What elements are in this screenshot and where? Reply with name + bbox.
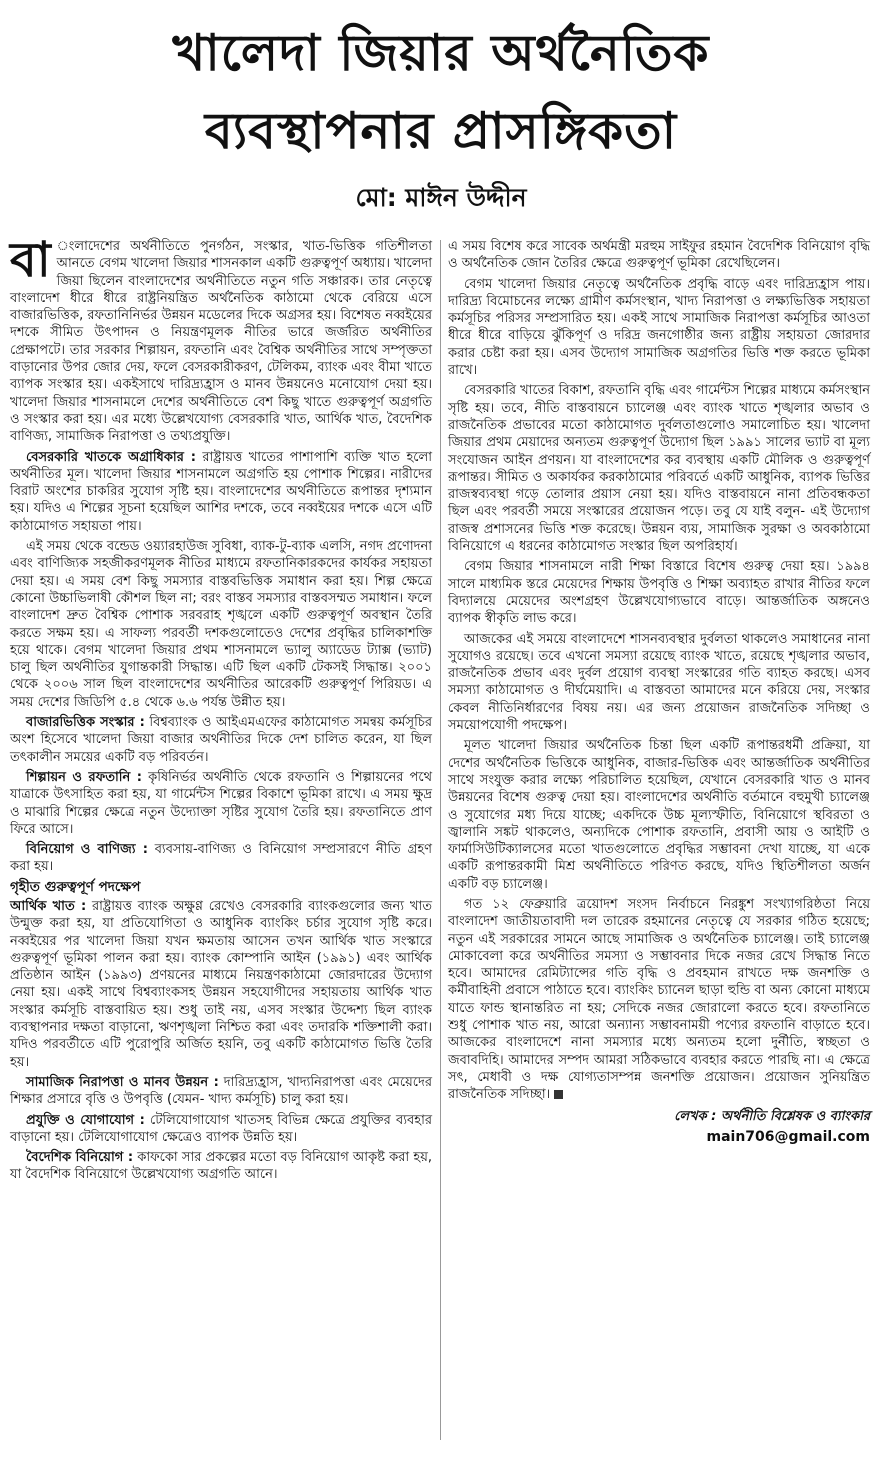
paragraph: বৈদেশিক বিনিয়োগ : কাফকো সার প্রকল্পের মতো বড় বিনিয়োগ আকৃষ্ট করা হয়, যা বৈদেশিক বিনিয়োগে উল্লেখযোগ্য অগ্রগতি আনে। [10,1150,432,1183]
author-email: main706@gmail.com [706,1128,870,1145]
paragraph: এ সময় বিশেষ করে সাবেক অর্থমন্ত্রী মরহুম সাইফুর রহমান বৈদেশিক বিনিয়োগ বৃদ্ধি ও অর্থনৈতিক জোন তৈরির ক্ষেত্রে গুরুত্বপূর্ণ ভূমিকা রেখেছিলেন। [448,239,870,272]
paragraph: আজকের এই সময়ে বাংলাদেশে শাসনব্যবস্থার দুর্বলতা থাকলেও সমাধানের নানা সুযোগও রয়েছে। তবে এখনো সমস্যা রয়েছে ব্যাংক খাতে, রয়েছে শৃঙ্খলার অভাব, রাজনৈতিক প্রভাব এবং দুর্বল প্রয়োগ ব্যবস্থা সংস্কারের গতি ব্যাহত করছে। এসব সমস্যা কাঠামোগত ও দীর্ঘমেয়াদি। এ বাস্তবতা আমাদের মনে করিয়ে দেয়, সংস্কার কেবল নীতিনির্ধারণের বিষয় নয়। এর জন্য প্রয়োজন রাজনৈতিক সদিচ্ছা ও সময়োপযোগী পদক্ষেপ। [448,631,870,734]
paragraph: শিল্পায়ন ও রফতানি : কৃষিনির্ভর অর্থনীতি থেকে রফতানি ও শিল্পায়নের পথে যাত্রাকে উৎসাহিত করা হয়, যা গার্মেন্টস শিল্পের বিকাশে ভূমিকা রাখে। এ সময় ক্ষুদ্র ও মাঝারি শিল্পের ক্ষেত্রে নতুন উদ্যোক্তা সৃষ্টির সুযোগ তৈরি হয়। রফতানিতে প্রাণ ফিরে আসে। [10,769,432,837]
paragraph: বাজারভিত্তিক সংস্কার : বিশ্বব্যাংক ও আইএমএফের কাঠামোগত সমন্বয় কর্মসূচির অংশ হিসেবে খালেদা জিয়া বাজার অর্থনীতির দিকে দেশ চালিত করেন, যা ছিল তৎকালীন সময়ের একটি বড় পরিবর্তন। [10,715,432,765]
headline-line-1: খালেদা জিয়ার অর্থনৈতিক [172,24,710,82]
headline-line-2: ব্যবস্থাপনার প্রাসঙ্গিকতা [204,102,678,160]
author-credit: লেখক : অর্থনীতি বিশ্লেষক ও ব্যাংকার [674,1108,870,1124]
subheading: বিনিয়োগ ও বাণিজ্য : [26,842,148,858]
subheading: প্রযুক্তি ও যোগাযোগ : [26,1112,145,1128]
paragraph: বেসরকারি খাতকে অগ্রাধিকার : রাষ্ট্রায়ত্ত খাতের পাশাপাশি ব্যক্তি খাত হলো অর্থনীতির মূল। খালেদা জিয়ার শাসনামলে অগ্রগতি হয় পোশাক শিল্পের। নারীদের বিরাট অংশের চাকরির সুযোগ সৃষ্টি হয়। বাংলাদেশের অর্থনীতিতে রূপান্তর দৃশ্যমান হয়। যদিও এ শিল্পের সূচনা হয়েছিল আশির দশকে, তবে নব্বইয়ের দশকে এসে এটি কাঠামোগত সহায়তা পায়। [10,449,432,534]
headline [0,14,882,170]
paragraph: সামাজিক নিরাপত্তা ও মানব উন্নয়ন : দারিদ্র্যহ্রাস, খাদ্যনিরাপত্তা এবং মেয়েদের শিক্ষার প্রসারে বৃত্তি ও উপবৃত্তি (যেমন- খাদ্য কর্মসূচি) চালু করা হয়। [10,1074,432,1108]
article-column-right [448,238,870,1438]
byline: মো: মাঈন উদ্দীন [355,183,527,212]
paragraph: বেসরকারি খাতের বিকাশ, রফতানি বৃদ্ধি এবং গার্মেন্টস শিল্পের মাধ্যমে কর্মসংস্থান সৃষ্টি হয়। তবে, নীতি বাস্তবায়নে চ্যালেঞ্জ এবং ব্যাংক খাতে শৃঙ্খলার অভাব ও রাজনৈতিক প্রভাবের মতো কাঠামোগত দুর্বলতাগুলোও সমালোচিত হয়। খালেদা জিয়ার প্রথম মেয়াদের অন্যতম গুরুত্বপূর্ণ উদ্যোগ ছিল ১৯৯১ সালের ভ্যাট বা মূল্য সংযোজন আইন প্রণয়ন। যা বাংলাদেশের কর ব্যবস্থায় একটি মৌলিক ও গুরুত্বপূর্ণ রূপান্তর। সীমিত ও অকার্যকর করকাঠামোর পরিবর্তে একটি আধুনিক, ব্যাপক ভিত্তির রাজস্বব্যবস্থা গড়ে তোলার প্রয়াস নেয়া হয়। যদিও বাস্তবায়নে নানা প্রতিবন্ধকতা ছিল এবং পরবর্তী সময়ে সংস্কারের প্রয়োজন পড়ে। তবু যে যাই বলুন- এই উদ্যোগ রাজস্ব প্রশাসনের ভিত্তি শক্ত করেছে। উন্নয়ন ব্যয়, সামাজিক সুরক্ষা ও অবকাঠামো বিনিয়োগে এ ধরনের কাঠামোগত সংস্কার ছিল অপরিহার্য। [448,383,870,555]
subheading: বাজারভিত্তিক সংস্কার : [26,715,145,731]
paragraph: মূলত খালেদা জিয়ার অর্থনৈতিক চিন্তা ছিল একটি রূপান্তরধর্মী প্রক্রিয়া, যা দেশের অর্থনৈতিক ভিত্তিকে আধুনিক, বাজার-ভিত্তিক এবং আন্তর্জাতিক অর্থনীতির সাথে সংযুক্ত করার লক্ষ্যে পরিচালিত হয়েছিল, যেখানে বেসরকারি খাত ও মানব উন্নয়নের বিশেষ গুরুত্ব দেয়া হয়। বাংলাদেশের অর্থনীতি বর্তমানে বহুমুখী চ্যালেঞ্জ ও সুযোগের মধ্য দিয়ে যাচ্ছে; একদিকে উচ্চ মূল্যস্ফীতি, বিনিয়োগে স্থবিরতা ও জ্বালানি সঙ্কট থাকলেও, অন্যদিকে পোশাক রফতানি, প্রবাসী আয় ও আইটি ও ফার্মাসিউটিক্যালসের মতো খাতগুলোতে প্রবৃদ্ধির সম্ভাবনা দেখা যাচ্ছে, যা একে একটি রূপান্তরকামী মিশ্র অর্থনীতিতে পরিণত করছে, যদিও স্থিতিশীলতা অর্জন একটি বড় চ্যালেঞ্জ। [448,738,870,892]
paragraph: প্রযুক্তি ও যোগাযোগ : টেলিযোগাযোগ খাতসহ বিভিন্ন ক্ষেত্রে প্রযুক্তির ব্যবহার বাড়ানো হয়। টেলিযোগাযোগ ক্ষেত্রেও ব্যাপক উন্নতি হয়। [10,1112,432,1145]
paragraph: বা ংলাদেশের অর্থনীতিতে পুনর্গঠন, সংস্কার, খাত-ভিত্তিক গতিশীলতা আনতে বেগম খালেদা জিয়ার শাসনকাল একটি গুরুত্বপূর্ণ অধ্যায়। খালেদা জিয়া ছিলেন বাংলাদেশের অর্থনীতিতে নতুন গতি সঞ্চারক। তার নেতৃত্বে বাংলাদেশ ধীরে ধীরে রাষ্ট্রনিয়ন্ত্রিত অর্থনৈতিক কাঠামো থেকে বেরিয়ে এসে বাজারভিত্তিক, রফতানিনির্ভর উন্নয়ন মডেলের দিকে অগ্রসর হয়। বিশেষত নব্বইয়ের দশকে সীমিত উৎপাদন ও নিয়ন্ত্রণমূলক নীতির ভারে জর্জরিত অর্থনীতির প্রেক্ষাপটে। তার সরকার শিল্পায়ন, রফতানি এবং বৈশ্বিক অর্থনীতির সাথে সম্পৃক্ততা বাড়ানোর উপর জোর দেয়, ফলে বেসরকারীকরণ, টেলিকম, ব্যাংক এবং বীমা খাতে ব্যাপক সংস্কার হয়। একইসাথে দারিদ্র্যহ্রাস ও মানব উন্নয়নেও মনোযোগ দেয়া হয়। খালেদা জিয়ার শাসনামলে দেশের অর্থনীতিতে বেশ কিছু খাতে গুরুত্বপূর্ণ অগ্রগতি ও সংস্কার করা হয়। এর মধ্যে উল্লেখযোগ্য বেসরকারি খাত, আর্থিক খাত, বৈদেশিক বাণিজ্য, সামাজিক নিরাপত্তা ও তথ্যপ্রযুক্তি। [10,232,432,445]
subheading: আর্থিক খাত : [10,898,87,914]
paragraph: বেগম খালেদা জিয়ার নেতৃত্বে অর্থনৈতিক প্রবৃদ্ধি বাড়ে এবং দারিদ্র্যহ্রাস পায়। দারিদ্র্য বিমোচনের লক্ষ্যে গ্রামীণ কর্মসংস্থান, খাদ্য নিরাপত্তা ও লক্ষ্যভিত্তিক সহায়তা কর্মসূচির পরিসর সম্প্রসারিত হয়। একই সাথে সামাজিক নিরাপত্তা কর্মসূচির আওতা ধীরে ধীরে বাড়িয়ে ঝুঁকিপূর্ণ ও দরিদ্র জনগোষ্ঠীর জন্য রাষ্ট্রীয় সহায়তা জোরদার করার চেষ্টা করা হয়। এসব উদ্যোগ সামাজিক অগ্রগতির ভিত্তি শক্ত করতে ভূমিকা রাখে। [448,276,870,379]
subheading: সামাজিক নিরাপত্তা ও মানব উন্নয়ন : [26,1074,219,1090]
article-column-left [10,232,433,1438]
paragraph: গত ১২ ফেব্রুয়ারি ত্রয়োদশ সংসদ নির্বাচনে নিরঙ্কুশ সংখ্যাগরিষ্ঠতা নিয়ে বাংলাদেশ জাতীয়তাবাদী দল তারেক রহমানের নেতৃত্বে যে সরকার গঠিত হয়েছে; নতুন এই সরকারের সামনে আছে সামাজিক ও অর্থনৈতিক চ্যালেঞ্জ। তাই চ্যালেঞ্জ মোকাবেলা করে অর্থনীতির সমস্যা ও সম্ভাবনার দিকে নজর রেখে সিদ্ধান্ত নিতে হবে। আমাদের রেমিট্যান্সের গতি বৃদ্ধি ও প্রবহমান রাখতে দক্ষ জনশক্তি ও কর্মীবাহিনী প্রবাসে পাঠাতে হবে। ব্যাংকিং চ্যানেল ছাড়া হুন্ডি বা অন্য কোনো মাধ্যমে যাতে ফান্ড স্থানান্তরিত না হয়; সেদিকে নজর জোরালো করতে হবে। রফতানিতে শুধু পোশাক খাত নয়, আরো অন্যান্য সম্ভাবনাময়ী পণ্যের রফতানি বাড়াতে হবে। আজকের বাংলাদেশে নানা সমস্যার মধ্যে অন্যতম হলো দুর্নীতি, স্বচ্ছতা ও জবাবদিহি। আমাদের সম্পদ আমরা সঠিকভাবে ব্যবহার করতে পারছি না। এ ক্ষেত্রে সৎ, মেধাবী ও দক্ষ যোগ্যতাসম্পন্ন জনশক্তি প্রয়োজন। প্রয়োজন সুনিয়ন্ত্রিত রাজনৈতিক সদিচ্ছা। [448,896,870,1103]
paragraph: আর্থিক খাত : রাষ্ট্রায়ত্ত ব্যাংক অক্ষুণ্ণ রেখেও বেসরকারি ব্যাংকগুলোর জন্য খাত উন্মুক্ত করা হয়, যা প্রতিযোগিতা ও আধুনিক ব্যাংকিং চর্চার সুযোগ সৃষ্টি করে। নব্বইয়ের পর খালেদা জিয়া যখন ক্ষমতায় আসেন তখন আর্থিক খাত সংস্কারে গুরুত্বপূর্ণ ভূমিকা পালন করা হয়। ব্যাংক কোম্পানি আইন (১৯৯১) এবং আর্থিক প্রতিষ্ঠান আইন (১৯৯৩) প্রণয়নের মাধ্যমে নিয়ন্ত্রণকাঠামো জোরদারের উদ্যোগ নেয়া হয়। একই সাথে বিশ্বব্যাংকসহ উন্নয়ন সহযোগীদের সহায়তায় আর্থিক খাত সংস্কার কর্মসূচি বাস্তবায়িত হয়। শুধু তাই নয়, এসব সংস্কার উদ্দেশ্য ছিল ব্যাংক ব্যবস্থাপনার দক্ষতা বাড়ানো, ঋণশৃঙ্খলা নিশ্চিত করা এবং তদারকি শক্তিশালী করা। যদিও পরবর্তীতে এটি পুরোপুরি অর্জিত হয়নি, তবু একটি কাঠামোগত ভিত্তি তৈরি হয়। [10,898,432,1070]
subheading: শিল্পায়ন ও রফতানি : [26,769,142,785]
subheading: বেসরকারি খাতকে অগ্রাধিকার : [26,449,196,465]
column-divider [440,240,441,1440]
drop-cap: বা [10,232,51,288]
paragraph: এই সময় থেকে বন্ডেড ওয়্যারহাউজ সুবিধা, ব্যাক-টু-ব্যাক এলসি, নগদ প্রণোদনা এবং বাণিজ্যিক সহজীকরণমূলক নীতির মাধ্যমে রফতানিকারকদের কার্যকর সহায়তা দেয়া হয়। এ সময় বেশ কিছু সমস্যার বাস্তবভিত্তিক সমাধান করা হয়। শিল্প ক্ষেত্রে কোনো উচ্চাভিলাষী কৌশল ছিল না; বরং বাস্তব সমস্যার বাস্তবসম্মত সমাধান। ফলে বাংলাদেশ দ্রুত বৈশ্বিক পোশাক সরবরাহ শৃঙ্খলে একটি গুরুত্বপূর্ণ অবস্থান তৈরি করতে সক্ষম হয়। এ সাফল্য পরবর্তী দশকগুলোতেও দেশের প্রবৃদ্ধির চালিকাশক্তি হয়ে থাকে। বেগম খালেদা জিয়ার প্রথম শাসনামলে ভ্যালু অ্যাডেড ট্যাক্স (ভ্যাট) চালু ছিল অর্থনীতির যুগান্তকারী সিদ্ধান্ত। এটি ছিল একটি টেকসই সিদ্ধান্ত। ২০০১ থেকে ২০০৬ সাল ছিল বাংলাদেশের অর্থনীতির আরেকটি গুরুত্বপূর্ণ পিরিয়ড। এ সময় দেশের জিডিপি ৫.৪ থেকে ৬.৬ পর্যন্ত উন্নীত হয়। [10,539,432,710]
subheading: বৈদেশিক বিনিয়োগ : [26,1150,134,1166]
section-heading: গৃহীত গুরুত্বপূর্ণ পদক্ষেপ [10,878,141,895]
end-mark-icon [554,1090,563,1099]
paragraph: বেগম জিয়ার শাসনামলে নারী শিক্ষা বিস্তারে বিশেষ গুরুত্ব দেয়া হয়। ১৯৯৪ সালে মাধ্যমিক স্তরে মেয়েদের শিক্ষায় উপবৃত্তি ও শিক্ষা অব্যাহত রাখার নীতির ফলে বিদ্যালয়ে মেয়েদের অংশগ্রহণ উল্লেখযোগ্যভাবে বাড়ে। আন্তর্জাতিক অঙ্গনেও ব্যাপক স্বীকৃতি লাভ করে। [448,559,870,627]
paragraph: বিনিয়োগ ও বাণিজ্য : ব্যবসায়-বাণিজ্য ও বিনিয়োগ সম্প্রসারণে নীতি গ্রহণ করা হয়। [10,842,433,875]
